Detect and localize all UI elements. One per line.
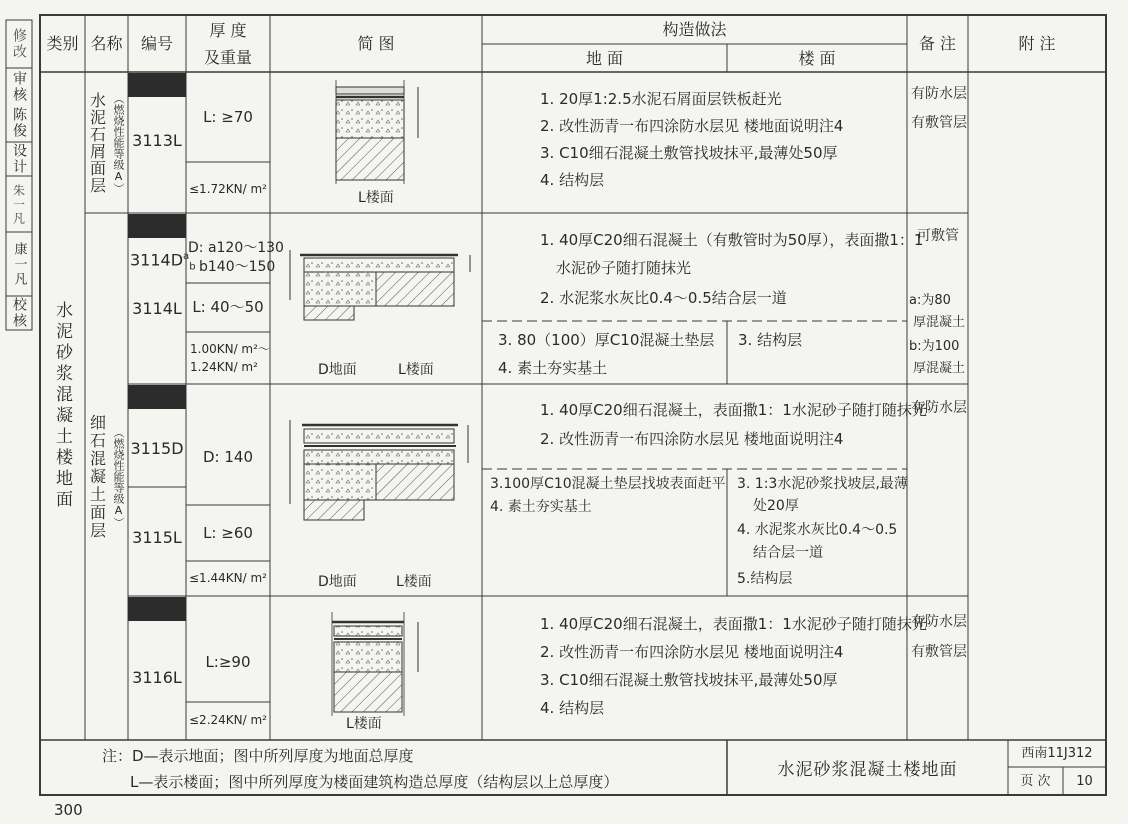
- header-diagram: 简 图: [357, 34, 395, 53]
- thickness-3114-a: D: a120～130: [188, 240, 284, 256]
- sidebar-checker: 康一凡: [11, 241, 27, 287]
- header-thickness: 厚 度: [209, 20, 247, 40]
- diagram-3115-label-l: L楼面: [396, 574, 432, 590]
- remark-3113-1: 有防水层: [911, 86, 967, 102]
- remark-3114-2: a:为80: [909, 293, 951, 308]
- diagram-3116-label: L楼面: [346, 716, 382, 732]
- step-3115-f4: 4. 水泥浆水灰比0.4～0.5: [737, 522, 898, 538]
- thickness-3116: L:≥90: [205, 652, 251, 671]
- sidebar-check: 校核: [11, 297, 27, 329]
- step-3115-f4b: 结合层一道: [753, 545, 823, 561]
- step-3114-f3: 3. 结构层: [738, 331, 803, 349]
- header-floor: 楼 面: [798, 48, 836, 68]
- step-3114-g3: 3. 80（100）厚C10混凝土垫层: [498, 331, 715, 349]
- thickness-3114-l: L: 40～50: [192, 297, 264, 316]
- header-name: 名称: [90, 34, 123, 53]
- thickness-3114-b: b140～150: [199, 259, 276, 275]
- header-annex: 附 注: [1018, 34, 1056, 53]
- page-number: 300: [54, 801, 83, 819]
- remark-3114-3: 厚混凝土: [913, 315, 966, 330]
- group2-fire: （燃烧性能等级A）: [112, 426, 125, 528]
- step-3115-f3b: 处20厚: [753, 498, 799, 514]
- sidebar-approve: 修改: [11, 28, 27, 60]
- thickness-3115-d: D: 140: [202, 448, 253, 466]
- header-weight: 及重量: [203, 47, 252, 67]
- step-3114-2: 2. 水泥浆水灰比0.4～0.5结合层一道: [540, 289, 787, 307]
- remark-3114-4: b:为100: [909, 339, 960, 354]
- step-item: 4. 结构层: [540, 699, 605, 717]
- footer-page-label: 页 次: [1020, 773, 1051, 789]
- sidebar-review: 审核: [11, 71, 27, 103]
- remark-3114-5: 厚混凝土: [913, 361, 966, 376]
- code-3115l: 3115L: [132, 527, 182, 547]
- footer-atlas: 西南11J312: [1021, 746, 1093, 761]
- header-construction: 构造做法: [662, 20, 727, 39]
- weight-3114-2: 1.24KN/ m²: [190, 360, 258, 374]
- weight-3115: ≤1.44KN/ m²: [189, 570, 267, 585]
- step-item: 4. 结构层: [540, 171, 605, 189]
- diagram-3114-label-l: L楼面: [398, 362, 434, 378]
- code-3115d: 3115D: [130, 439, 184, 458]
- steps-3116: [540, 610, 927, 722]
- group2-name: 细石混凝土面层: [87, 414, 107, 540]
- step-3115-2: 2. 改性沥青一布四涂防水层见 楼地面说明注4: [540, 430, 844, 448]
- step-3115-g3: 3.100厚C10混凝土垫层找坡表面赶平: [490, 476, 726, 492]
- thickness-3113: L: ≥70: [203, 108, 253, 126]
- remark-3114-1: 可敷管: [917, 228, 959, 244]
- footer-title: 水泥砂浆混凝土楼地面: [777, 760, 958, 780]
- step-item: 2. 改性沥青一布四涂防水层见 楼地面说明注4: [540, 117, 844, 135]
- step-item: 1. 20厚1:2.5水泥石屑面层铁板赶光: [540, 90, 782, 108]
- group1-fire: （燃烧性能等级A）: [112, 92, 125, 194]
- remark-3115-1: 有防水层: [911, 400, 967, 416]
- sidebar-reviewer: 陈俊: [11, 107, 27, 139]
- diagram-3115-label-d: D地面: [318, 574, 357, 590]
- diagram-3114: [290, 250, 470, 320]
- code-3116l: 3116L: [132, 667, 182, 687]
- footer-note-2: L—表示楼面；图中所列厚度为楼面建筑构造总厚度（结构层以上总厚度）: [130, 773, 619, 791]
- remark-3113-2: 有敷管层: [911, 115, 967, 131]
- step-3114-1b: 水泥砂子随打随抹光: [556, 259, 692, 277]
- remark-3116-1: 有防水层: [911, 614, 967, 630]
- step-3115-f5: 5.结构层: [737, 571, 793, 587]
- code-3113l: 3113L: [132, 130, 182, 150]
- weight-3114-1: 1.00KN/ m²～: [190, 342, 270, 356]
- step-3115-f3: 3. 1:3水泥砂浆找坡层,最薄: [737, 476, 908, 492]
- step-item: 3. C10细石混凝土敷管找坡抹平,最薄处50厚: [540, 671, 838, 689]
- remark-3116-2: 有敷管层: [911, 644, 967, 660]
- group1-name: 水泥石屑面层: [87, 92, 107, 194]
- diagram-3113-label: L楼面: [358, 190, 394, 206]
- weight-3113: ≤1.72KN/ m²: [189, 181, 267, 196]
- step-item: 1. 40厚C20细石混凝土，表面撒1：1水泥砂子随打随抹光: [540, 615, 927, 633]
- step-3114-1: 1. 40厚C20细石混凝土（有敷管时为50厚），表面撒1：1: [540, 231, 924, 249]
- step-item: 2. 改性沥青一布四涂防水层见 楼地面说明注4: [540, 643, 844, 661]
- footer-page-no: 10: [1076, 773, 1093, 789]
- footer-note-1: 注：D—表示地面；图中所列厚度为地面总厚度: [102, 747, 414, 765]
- code-3114l: 3114L: [132, 298, 182, 318]
- diagram-3116: [332, 612, 418, 716]
- thickness-3115-l: L: ≥60: [203, 524, 253, 542]
- step-3115-1: 1. 40厚C20细石混凝土，表面撒1：1水泥砂子随打随抹光: [540, 401, 927, 419]
- diagram-3113: [336, 80, 418, 184]
- weight-3116: ≤2.24KN/ m²: [189, 712, 267, 727]
- step-3115-g4: 4. 素土夯实基土: [490, 499, 592, 515]
- sidebar-design: 设计: [11, 143, 27, 175]
- diagram-3115: [290, 420, 468, 520]
- header-remark: 备 注: [918, 34, 957, 53]
- header-code: 编号: [140, 34, 173, 53]
- step-item: 3. C10细石混凝土敷管找坡抹平,最薄处50厚: [540, 144, 838, 162]
- header-category: 类别: [46, 34, 79, 53]
- diagram-3114-label-d: D地面: [318, 362, 357, 378]
- code-3114d: $3114D^a_b$: [130, 250, 196, 273]
- sidebar-designer: 朱一凡: [11, 184, 26, 226]
- step-3114-g4: 4. 素土夯实基土: [498, 359, 608, 377]
- category-text: 水泥砂浆混凝土楼地面: [52, 301, 72, 511]
- steps-3113: [540, 86, 843, 194]
- header-ground: 地 面: [585, 48, 624, 68]
